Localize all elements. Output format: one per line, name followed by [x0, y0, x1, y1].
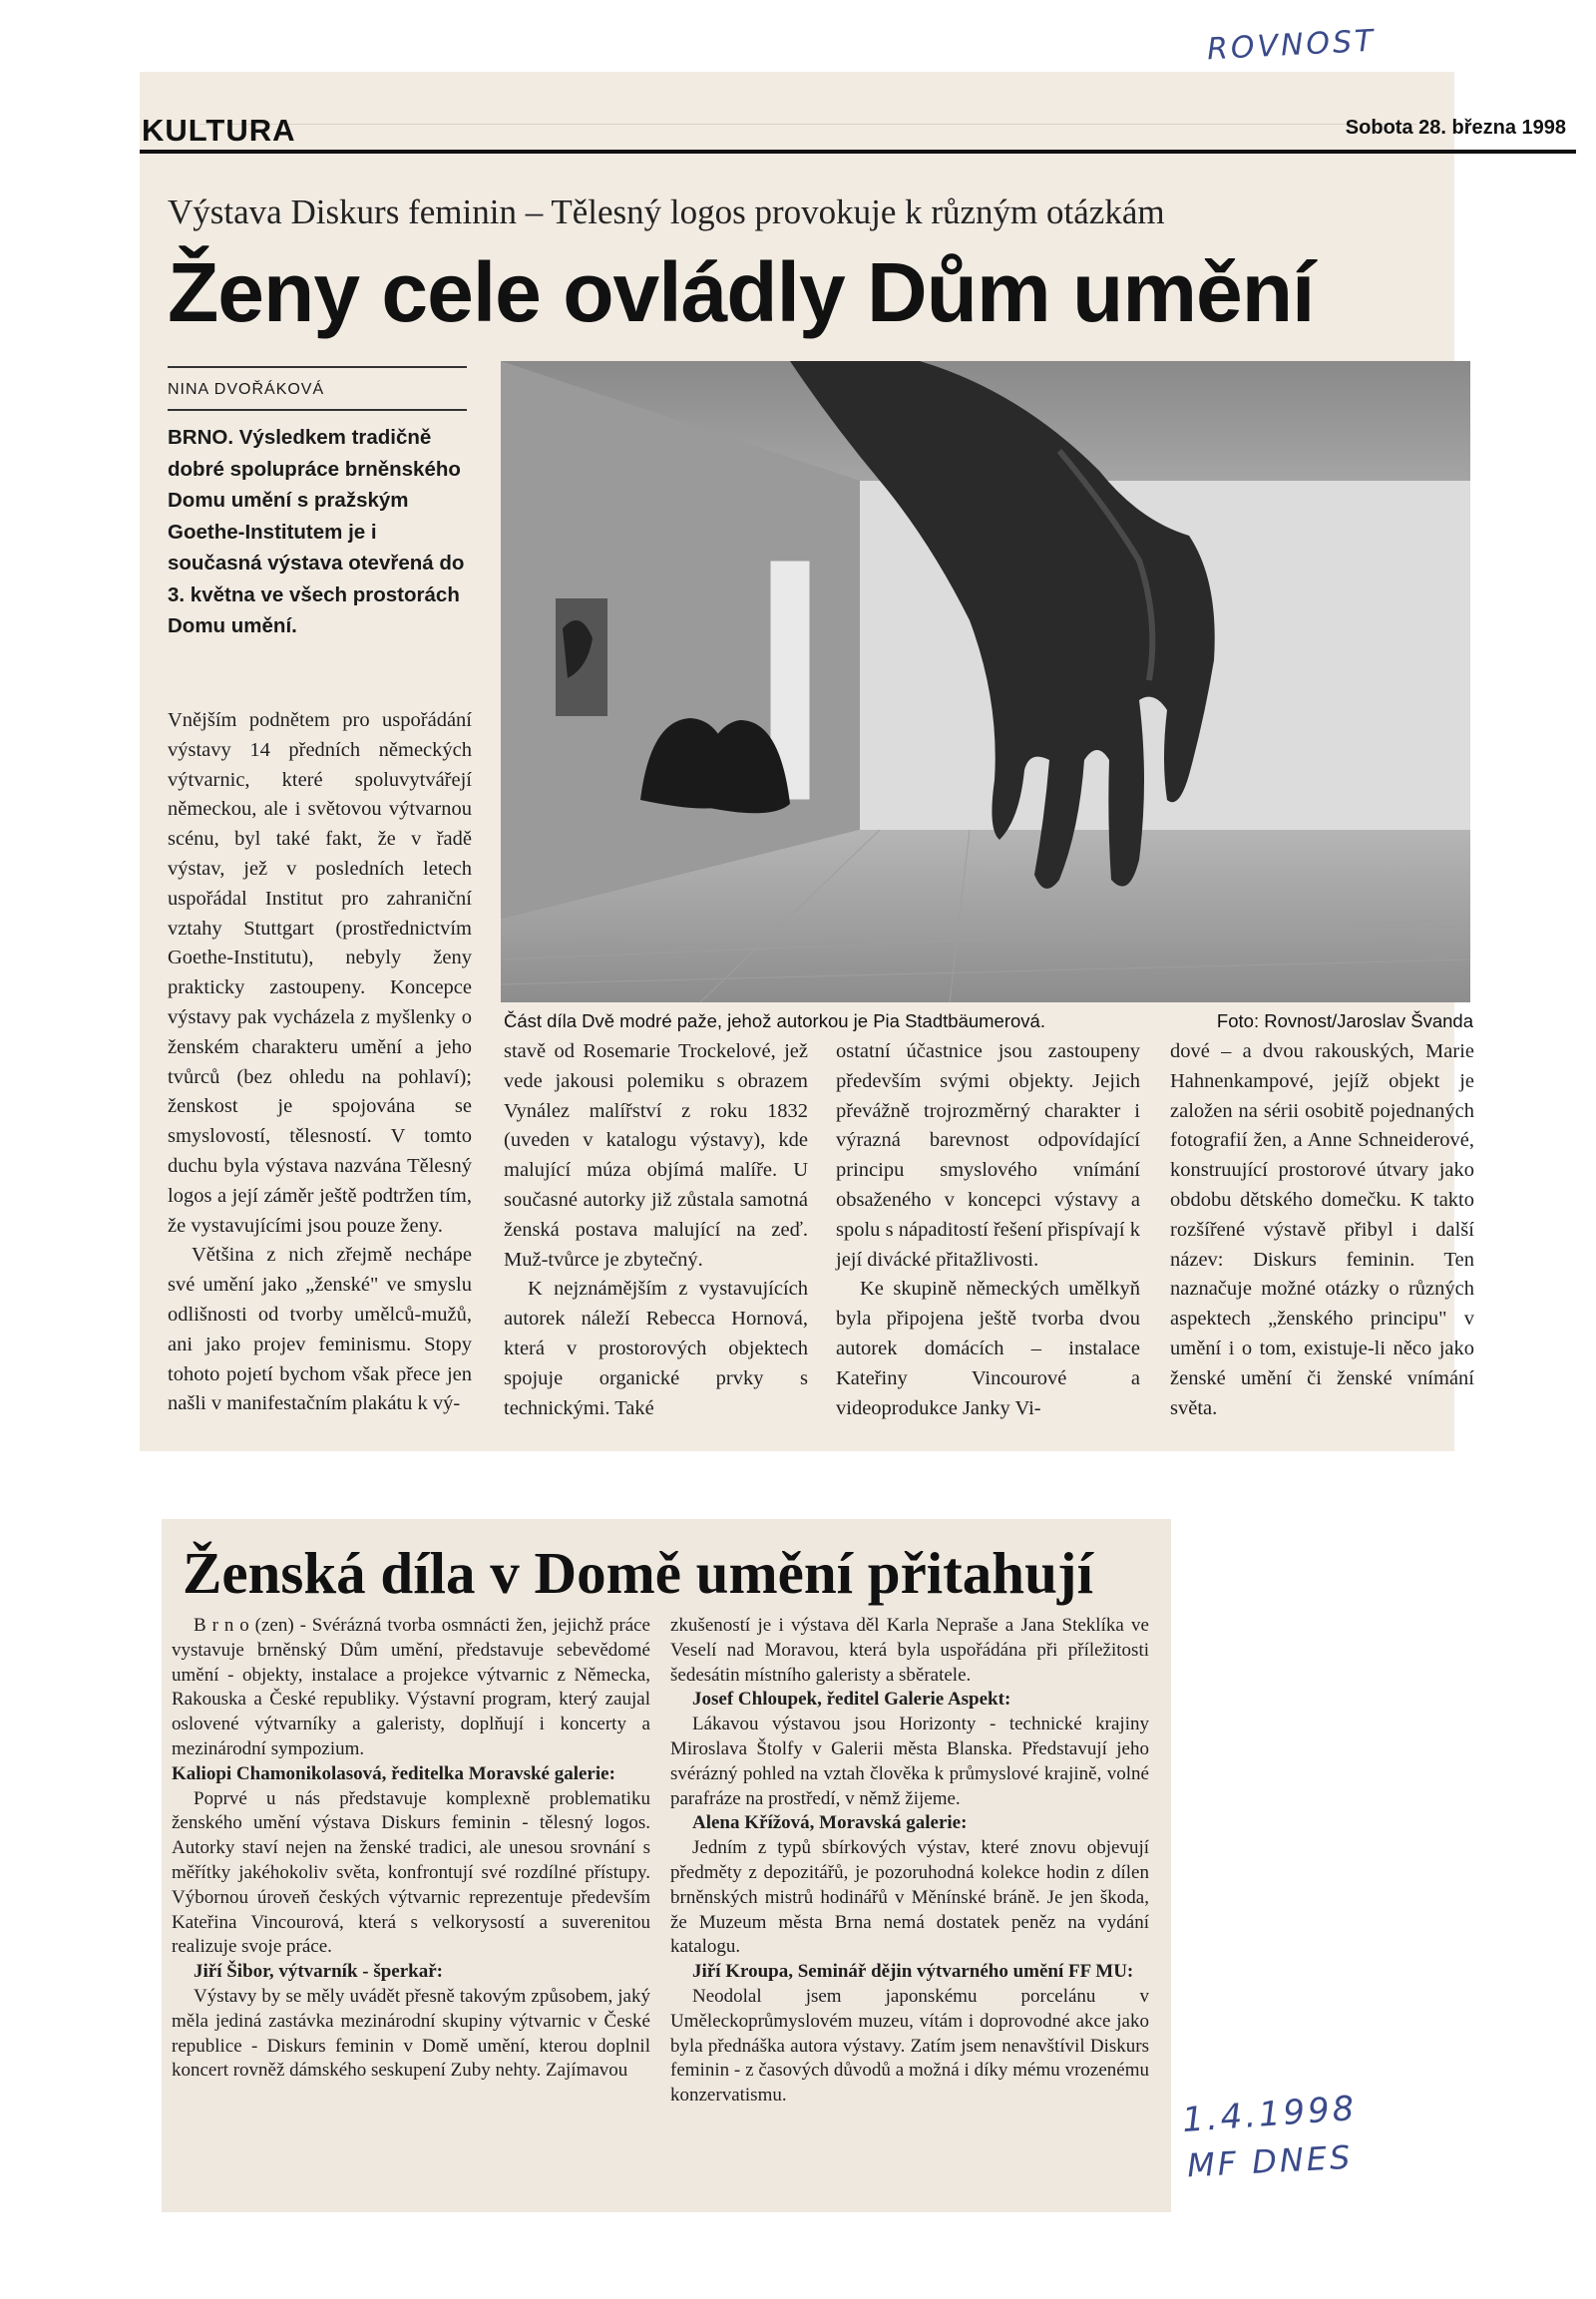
header-rule: [140, 150, 1576, 154]
article2-column-2: [670, 1614, 1149, 2108]
handwritten-source-bottom: MF DNES: [1186, 2137, 1355, 2185]
photo-caption: [504, 1010, 1473, 1032]
speaker-1-text: Poprvé u nás představuje komplexně problematiku ženského umění výstava Diskurs feminin - tělesný logos. Autorky staví nejen na ženské tradici, ale unesou srovnání s měřítky jakéhokoliv světa, konfrontují své rozdílné přístupy. Výbornou úroveň českých výtvarnic reprezentuje především Kateřina Vincourová, která s velkorysostí a suverenitou realizuje svoje práce.: [172, 1787, 650, 1958]
speaker-4-name: Alena Křížová, Moravská galerie:: [692, 1812, 968, 1834]
photo-hand-sculpture: [501, 361, 1470, 1002]
speaker-2-continued: zkušeností je i výstava děl Karla Nepraše a Jana Steklíka ve Veselí nad Moravou, která byla uspořádána při příležitosti šedesátin místního galeristy a sběratele.: [670, 1615, 1149, 1686]
speaker-3-name: Josef Chloupek, ředitel Galerie Aspekt:: [692, 1689, 1011, 1711]
article-column-4: dové – a dvou rakouských, Marie Hahnenkampové, jejíž objekt je založen na sérii osobitě pojednaných fotografií žen, a Anne Schneiderové, konstruující prostorové útvary jako obdobu dětského domečku. K takto rozšířené výstavě přibyl i další název: Diskurs feminin. Ten naznačuje možné otázky o různých aspektech „ženského principu" v umění i o tom, existuje-li něco jako ženské umění či ženské vnímání světa.: [1170, 1040, 1474, 1419]
speaker-2-name: Jiří Šibor, výtvarník - šperkař:: [194, 1961, 443, 1983]
article-lead: BRNO. Výsledkem tradičně dobré spolupráce brněnského Domu umění s pražským Goethe-Institutem je i současná výstava otevřená do 3. května ve všech prostorách Domu umění.: [168, 426, 465, 637]
caption-text: Část díla Dvě modré paže, jehož autorkou je Pia Stadtbäumerová.: [504, 1010, 1045, 1031]
handwritten-date: 1.4.1998: [1180, 2088, 1359, 2141]
speaker-1-name: Kaliopi Chamonikolasová, ředitelka Moravské galerie:: [172, 1762, 615, 1784]
exhibition-photo: [501, 361, 1470, 1002]
handwritten-source-top: ROVNOST: [1206, 23, 1378, 68]
section-title: KULTURA: [142, 113, 296, 148]
speaker-3-text: Lákavou výstavou jsou Horizonty - technické krajiny Miroslava Štolfy v Galerii města Blanska. Představují jeho svérázný pohled na vztah člověka k průmyslové krajině, volné parafráze na prostředí, v němž žijeme.: [670, 1714, 1149, 1809]
issue-date: Sobota 28. března 1998: [1345, 117, 1566, 139]
photo-credit: Foto: Rovnost/Jaroslav Švanda: [1216, 1010, 1473, 1031]
speaker-4-text: Jedním z typů sbírkových výstav, které znovu objevují předměty z depozitářů, je pozoruhodná kolekce hodin z dílen brněnských mistrů hodinářů v Měnínské bráně. Je jen škoda, že Muzeum města Brna nemá dostatek peněz na vydání katalogu.: [670, 1837, 1149, 1958]
article-column-1: Vnějším podnětem pro uspořádání výstavy 14 předních německých výtvarnic, které spoluvytvářejí německou, ale i světovou výtvarnou scénu, byl také fakt, že v řadě výstav, jež v posledních letech uspořádal Institut pro zahraniční vztahy Stuttgart (prostřednictvím Goethe-Institutu), nebyly ženy prakticky zastoupeny. Koncepce výstavy pak vycházela z myšlenky o ženském charakteru umění a jeho tvůrců (bez ohledu na pohlaví); ženskost je spojována se smyslovostí, tělesností. V tomto duchu byla výstava nazvána Tělesný logos a její záměr ještě podtržen tím, že vystavujícími jsou pouze ženy. Většina z nich zřejmě nechápe své umění jako „ženské" ve smyslu odlišnosti od tvorby umělců-mužů, ani jako projev feminismu. Stopy tohoto pojetí bychom však přece jen našli v manifestačním plakátu k vý-: [168, 709, 472, 1415]
speaker-2-text: Výstavy by se měly uvádět přesně takovým způsobem, jaký měla jediná zastávka mezinárodní skupiny výtvarnic v České republice - Diskurs feminin v Domě umění, kterou doplnil koncert rovněž dámského seskupení Zuby nehty. Zajímavou: [172, 1985, 650, 2082]
article-subheadline: Výstava Diskurs feminin – Tělesný logos provokuje k různým otázkám: [168, 192, 1165, 231]
article2-column-1: [172, 1614, 650, 2084]
article2-intro: B r n o (zen) - Svérázná tvorba osmnácti žen, jejichž práce vystavuje brněnský Dům umění, představuje sebevědomé umění - objekty, instalace a projekce výtvarnic z Německa, Rakouska a České republiky. Výstavní program, který zaujal oslovené výtvarníky a galeristy, doplňují i koncerty a mezinárodní sympozium.: [172, 1615, 650, 1759]
article-headline: Ženy cele ovládly Dům umění: [168, 245, 1315, 339]
article-column-2: stavě od Rosemarie Trockelové, jež vede jakousi polemiku s obrazem Vynález malířství z roku 1832 (uveden v katalogu výstavy), kde malující múza objímá malíře. U současné autorky již zůstala samotná ženská postava malující na zeď. Muž-tvůrce je zbytečný. K nejznámějším z vystavujících autorek náleží Rebecca Hornová, která v prostorových objektech spojuje organické prvky s technickými. Také: [504, 1040, 808, 1419]
bleed-through-text: [140, 72, 1454, 142]
author-rule-bottom: [168, 409, 467, 411]
speaker-5-name: Jiří Kroupa, Seminář dějin výtvarného umění FF MU:: [692, 1961, 1134, 1983]
author-rule-top: [168, 366, 467, 368]
speaker-5-text: Neodolal jsem japonskému porcelánu v Uměleckoprůmyslovém muzeu, vítám i doprovodné akce jako byla přednáška autora výstavy. Zatím jsem nenavštívil Diskurs feminin - z časových důvodů a možná i díky mému vrozenému konzervatismu.: [670, 1985, 1149, 2107]
article-column-3: ostatní účastnice jsou zastoupeny především svými objekty. Jejich převážně trojrozměrný charakter i výrazná barevnost odpovídající principu smyslového vnímání obsaženého v koncepci výstavy a spolu s nápaditostí řešení přispívají k její divácké přitažlivosti. Ke skupině německých umělkyň byla připojena ještě tvorba dvou autorek domácích – instalace Kateřiny Vincourové a videoprodukce Janky Vi-: [836, 1040, 1140, 1419]
article2-headline: Ženská díla v Domě umění přitahují: [183, 1540, 1093, 1606]
article-author: NINA DVOŘÁKOVÁ: [168, 381, 325, 398]
